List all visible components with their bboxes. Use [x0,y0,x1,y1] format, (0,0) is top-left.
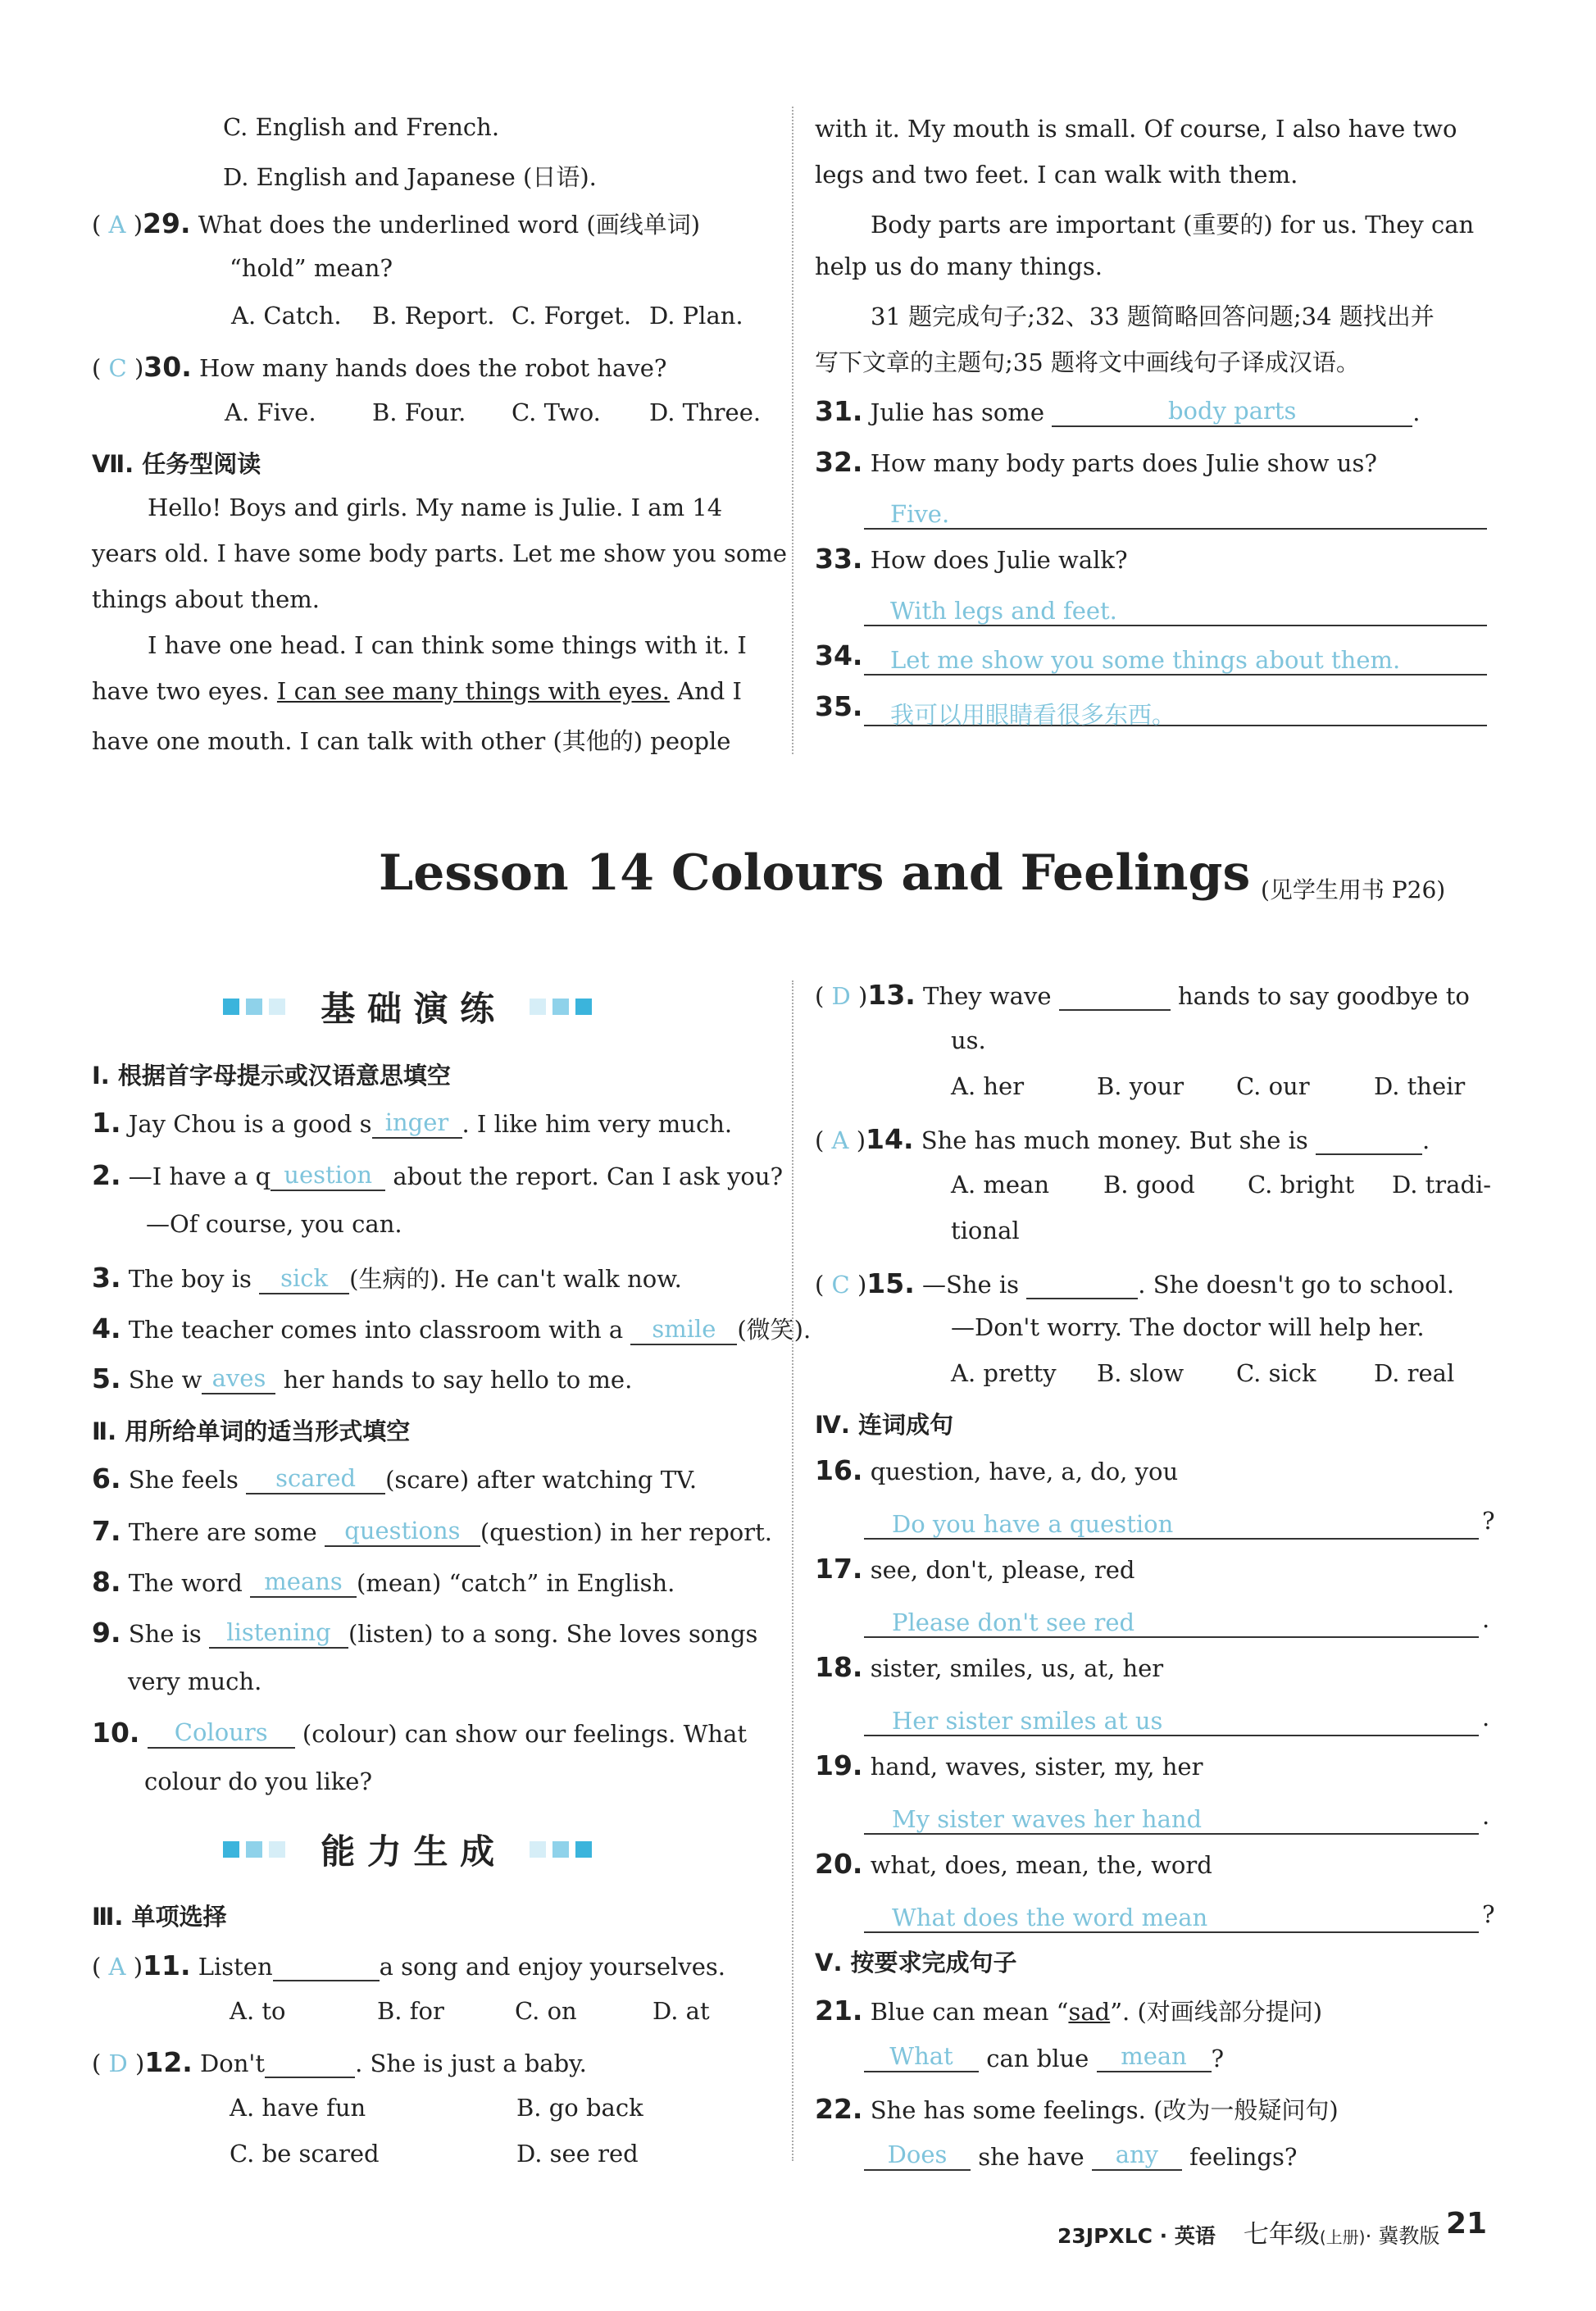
q30-answer: C [108,354,127,382]
q5-text-b: her hands to say hello to me. [283,1366,633,1394]
q11-option-d: D. at [652,1997,710,2025]
q13-option-c: C. our [1236,1072,1310,1100]
q15-option-d: D. real [1374,1359,1455,1387]
q4-number: 4. [92,1312,121,1344]
q15-reply: —Don't worry. The doctor will help her. [951,1313,1425,1341]
q31-text: Julie has some [870,398,1044,426]
q20-answer-line [864,1902,1479,1933]
q14-option-d-cont: tional [951,1217,1020,1244]
q30-option-a: A. Five. [225,398,316,426]
section5-title: Ⅴ. 按要求完成句子 [815,1949,1017,1977]
q3-answer: sick [280,1264,329,1292]
q13-answer: D [831,982,851,1010]
q8-answer: means [264,1567,343,1595]
q8-text-a: The word [128,1569,243,1597]
q9 [92,1617,757,1649]
q22 [815,2092,1339,2126]
q7-number: 7. [92,1515,121,1547]
q19-answer: My sister waves her hand [892,1805,1203,1833]
q16-end: ? [1482,1507,1495,1535]
footer-grade: 七年级 [1243,2220,1320,2250]
lesson-title: Lesson 14 Colours and Feelings [379,844,1251,902]
q13-option-d: D. their [1374,1072,1466,1100]
q15-option-a: A. pretty [951,1359,1057,1387]
q9-cont: very much. [128,1667,262,1695]
q3-text-b: (生病的). He can't walk now. [349,1265,682,1293]
q18-answer: Her sister smiles at us [892,1707,1163,1735]
q29-option-c: C. Forget. [512,302,632,330]
q15: ( C )15. —She is . She doesn't go to school. [815,1267,1455,1299]
q29: ( A )29. What does the underlined word (画线单词) [92,207,701,239]
passage-line-2: years old. I have some body parts. Let me show you some [92,539,788,567]
q11-number: 11. [143,1949,191,1981]
q29-number: 29. [143,207,191,239]
passage-line-3: things about them. [92,585,321,613]
q29-text-2: “hold” mean? [230,254,393,282]
q31 [815,395,1420,427]
q21-text-b: ”. (对画线部分提问) [1110,1998,1323,2026]
q6-text-b: (scare) after watching TV. [385,1466,698,1494]
q32-number: 32. [815,446,863,478]
q9-text-a: She is [128,1620,202,1648]
q12-option-c: C. be scared [230,2140,380,2168]
q32 [815,446,1377,478]
q28-option-d: D. English and Japanese (日语). [223,163,597,191]
q1-text-b: . I like him very much. [462,1110,733,1138]
section2-title: Ⅱ. 用所给单词的适当形式填空 [92,1417,411,1445]
q21-end: ? [1211,2045,1225,2072]
q11-option-a: A. to [230,1997,286,2025]
square-icon [575,1841,592,1858]
q16-number: 16. [815,1454,863,1486]
q12-text-b: . She is just a baby. [355,2049,587,2077]
q10-answer: Colours [174,1718,268,1746]
square-icon [246,1841,262,1858]
q13: ( D )13. They wave hands to say goodbye to [815,979,1470,1011]
q20-end: ? [1482,1900,1495,1928]
q11-option-c: C. on [515,1997,577,2025]
passage-line-4: I have one head. I can think some things with it. I [148,631,747,659]
q2-answer: uestion [284,1161,373,1189]
q21-answer-1: What [889,2042,953,2070]
q4-text-a: The teacher comes into classroom with a [128,1316,624,1344]
q3-text-a: The boy is [128,1265,252,1293]
square-icon [223,999,239,1015]
q4 [92,1312,811,1345]
q16-answer: Do you have a question [892,1510,1174,1538]
q8-text-b: (mean) “catch” in English. [357,1569,675,1597]
page-number: 21 [1446,2207,1488,2240]
q29-option-a: A. Catch. [231,302,342,330]
q33 [815,543,1128,575]
q30-number: 30. [143,351,192,383]
q29-answer: A [108,211,126,239]
q5-number: 5. [92,1362,121,1394]
section3-title: Ⅲ. 单项选择 [92,1903,227,1931]
q16-words: question, have, a, do, you [870,1458,1179,1485]
q22-answer-1: Does [887,2140,948,2168]
footer-volume: (上册) [1319,2227,1366,2247]
footer-code: 23JPXLC · 英语 [1057,2224,1216,2248]
q19 [815,1749,1203,1781]
q6-number: 6. [92,1463,121,1494]
square-icon [575,999,592,1015]
q15-text-a: —She is [921,1271,1020,1299]
q14-answer: A [831,1126,849,1154]
q31-answer: body parts [1167,397,1297,425]
q32-text: How many body parts does Julie show us? [870,449,1377,477]
q19-end: . [1482,1802,1490,1830]
q6-answer: scared [275,1464,357,1492]
footer [1057,2213,1439,2250]
q15-option-c: C. sick [1236,1359,1316,1387]
q12-text-a: Don't [200,2049,266,2077]
header-basic-practice [220,982,595,1031]
q20-number: 20. [815,1848,863,1880]
passage-line-5a: have two eyes. [92,677,270,705]
q14-number: 14. [866,1123,914,1155]
q6-text-a: She feels [128,1466,239,1494]
passage-line-10: help us do many things. [815,252,1103,280]
q10 [92,1717,747,1749]
passage-line-8: legs and two feet. I can walk with them. [815,161,1298,189]
q30-option-c: C. Two. [512,398,601,426]
square-icon [223,1841,239,1858]
column-divider-top [792,107,793,754]
q31-number: 31. [815,395,863,427]
q11: ( A )11. Listen a song and enjoy yourselves. [92,1949,725,1981]
q10-number: 10. [92,1717,140,1749]
passage-line-1: Hello! Boys and girls. My name is Julie. I am 14 [148,494,723,521]
square-icon [552,1841,569,1858]
q33-answer: With legs and feet. [890,597,1117,625]
q9-text-b: (listen) to a song. She loves songs [348,1620,758,1648]
q18-number: 18. [815,1651,863,1683]
square-icon [530,1841,546,1858]
q16-answer-line [864,1508,1479,1540]
q15-text-b: . She doesn't go to school. [1138,1271,1455,1299]
q14-option-a: A. mean [951,1171,1050,1199]
q12: ( D )12. Don't . She is just a baby. [92,2046,587,2078]
square-icon [552,999,569,1015]
q5-text-a: She w [128,1366,202,1394]
q19-words: hand, waves, sister, my, her [870,1753,1203,1781]
q2-number: 2. [92,1159,121,1191]
q5 [92,1362,632,1394]
q31-end: . [1412,398,1421,426]
q35-number: 35. [815,690,863,722]
q12-option-a: A. have fun [230,2094,366,2122]
square-icon [530,999,546,1015]
q11-answer: A [108,1953,126,1981]
q13-option-b: B. your [1097,1072,1184,1100]
q7-text-b: (question) in her report. [480,1518,772,1546]
column-divider-bottom [792,980,793,2161]
q20-words: what, does, mean, the, word [870,1851,1212,1879]
q13-text-a: They wave [923,982,1052,1010]
q21-answer-row [864,2041,1224,2072]
q21-underlined-word: sad [1068,1998,1111,2026]
q22-end: feelings? [1189,2143,1298,2171]
section1-title: Ⅰ. 根据首字母提示或汉语意思填空 [92,1062,451,1090]
q11-option-b: B. for [377,1997,444,2025]
q12-answer: D [108,2049,128,2077]
q16 [815,1454,1178,1486]
q9-number: 9. [92,1617,121,1649]
q22-text-a: She has some feelings. (改为一般疑问句) [870,2096,1339,2124]
square-icon [269,999,285,1015]
q11-text-a: Listen [198,1953,273,1981]
q22-number: 22. [815,2093,863,2125]
q18 [815,1651,1163,1683]
square-icon [246,999,262,1015]
square-icon [269,1841,285,1858]
q9-answer: listening [226,1618,331,1646]
q14-option-b: B. good [1103,1171,1195,1199]
q29-option-b: B. Report. [372,302,495,330]
q10-cont: colour do you like? [144,1767,373,1795]
section4-title: Ⅳ. 连词成句 [815,1411,953,1439]
q15-number: 15. [866,1267,915,1299]
passage-line-9: Body parts are important (重要的) for us. They can [871,211,1475,239]
q22-answer-2: any [1115,2140,1159,2168]
q17-answer-line [864,1607,1479,1638]
q14-option-d: D. tradi- [1392,1171,1492,1199]
q4-answer: smile [652,1315,716,1343]
q20-answer: What does the word mean [892,1904,1208,1931]
q15-option-b: B. slow [1097,1359,1184,1387]
instructions-1: 31 题完成句子;32、33 题简略回答问题;34 题找出并 [871,303,1435,330]
header-ability [220,1825,595,1874]
passage-line-6: have one mouth. I can talk with other (其他的) people [92,727,731,755]
q32-answer-line [864,498,1487,530]
q18-answer-line [864,1705,1479,1736]
q11-text-b: a song and enjoy yourselves. [379,1953,725,1981]
q3 [92,1261,682,1294]
q7-answer: questions [344,1517,461,1544]
q35-answer: 我可以用眼睛看很多东西。 [890,701,1176,729]
q17-end: . [1482,1605,1490,1633]
q13-text-b: hands to say goodbye to [1177,982,1470,1010]
q34-answer: Let me show you some things about them. [890,646,1401,674]
passage-line-5b: And I [677,677,742,705]
q12-number: 12. [144,2046,193,2078]
q21-answer-2: mean [1121,2042,1187,2070]
q33-number: 33. [815,543,863,575]
q32-answer: Five. [890,500,950,528]
header-ability-text: 能 力 生 成 [321,1831,495,1872]
lesson-page-ref: (见学生用书 P26) [1261,876,1446,903]
q18-words: sister, smiles, us, at, her [870,1654,1164,1682]
q17-answer: Please don't see red [892,1608,1135,1636]
instructions-2: 写下文章的主题句;35 题将文中画线句子译成汉语。 [815,348,1360,376]
q30-option-b: B. Four. [372,398,466,426]
q1-number: 1. [92,1107,121,1139]
q13-cont: us. [951,1026,986,1054]
q13-number: 13. [867,979,916,1011]
q2 [92,1159,783,1191]
q14-option-c: C. bright [1248,1171,1355,1199]
header-basic-practice-text: 基 础 演 练 [321,989,495,1029]
passage-line-5 [92,677,742,705]
q14-text-b: . [1421,1126,1430,1154]
q7-text-a: There are some [128,1518,317,1546]
q3-number: 3. [92,1262,121,1294]
q30-text: How many hands does the robot have? [198,354,667,382]
q17-words: see, don't, please, red [870,1556,1135,1584]
q14: ( A )14. She has much money. But she is . [815,1123,1430,1155]
q30-option-d: D. Three. [649,398,762,426]
q33-answer-line [864,595,1487,626]
q4-text-b: (微笑). [737,1316,812,1344]
passage-line-7: with it. My mouth is small. Of course, I also have two [815,115,1457,143]
underlined-sentence: I can see many things with eyes. [276,677,670,705]
q21-number: 21. [815,1995,863,2027]
q2-reply: —Of course, you can. [146,1210,402,1238]
q1-answer: inger [384,1108,449,1136]
q5-answer: aves [211,1364,266,1392]
q1-text-a: Jay Chou is a good s [128,1110,372,1138]
q13-option-a: A. her [951,1072,1025,1100]
q14-text-a: She has much money. But she is [921,1126,1308,1154]
q22-mid: she have [978,2143,1084,2171]
q12-option-b: B. go back [516,2094,643,2122]
q21 [815,1994,1322,2027]
q35-answer-line [864,695,1487,729]
q34-answer-line [864,644,1487,676]
q8-number: 8. [92,1566,121,1598]
q8 [92,1566,675,1598]
q19-answer-line [864,1804,1479,1835]
section7-title: Ⅶ. 任务型阅读 [92,450,261,478]
q34-number: 34. [815,639,863,671]
q2-text-b: about the report. Can I ask you? [393,1162,784,1190]
q29-option-d: D. Plan. [649,302,743,330]
q22-answer-row [864,2140,1297,2171]
q30: ( C )30. How many hands does the robot have? [92,351,667,383]
q10-text-b: (colour) can show our feelings. What [302,1720,748,1748]
q1 [92,1107,732,1139]
q18-end: . [1482,1704,1490,1731]
q21-text-a: Blue can mean “ [870,1998,1069,2026]
q21-mid: can blue [986,2045,1089,2072]
q19-number: 19. [815,1749,863,1781]
footer-edition: · 冀教版 [1365,2224,1440,2248]
q7 [92,1515,772,1547]
q17 [815,1553,1134,1585]
q17-number: 17. [815,1553,863,1585]
q2-text-a: —I have a q [128,1162,271,1190]
q33-text: How does Julie walk? [870,546,1128,574]
q15-answer: C [831,1271,850,1299]
q20 [815,1848,1212,1880]
q29-text: What does the underlined word (画线单词) [198,211,701,239]
q6 [92,1463,697,1494]
q28-option-c: C. English and French. [223,113,500,141]
q12-option-d: D. see red [516,2140,639,2168]
